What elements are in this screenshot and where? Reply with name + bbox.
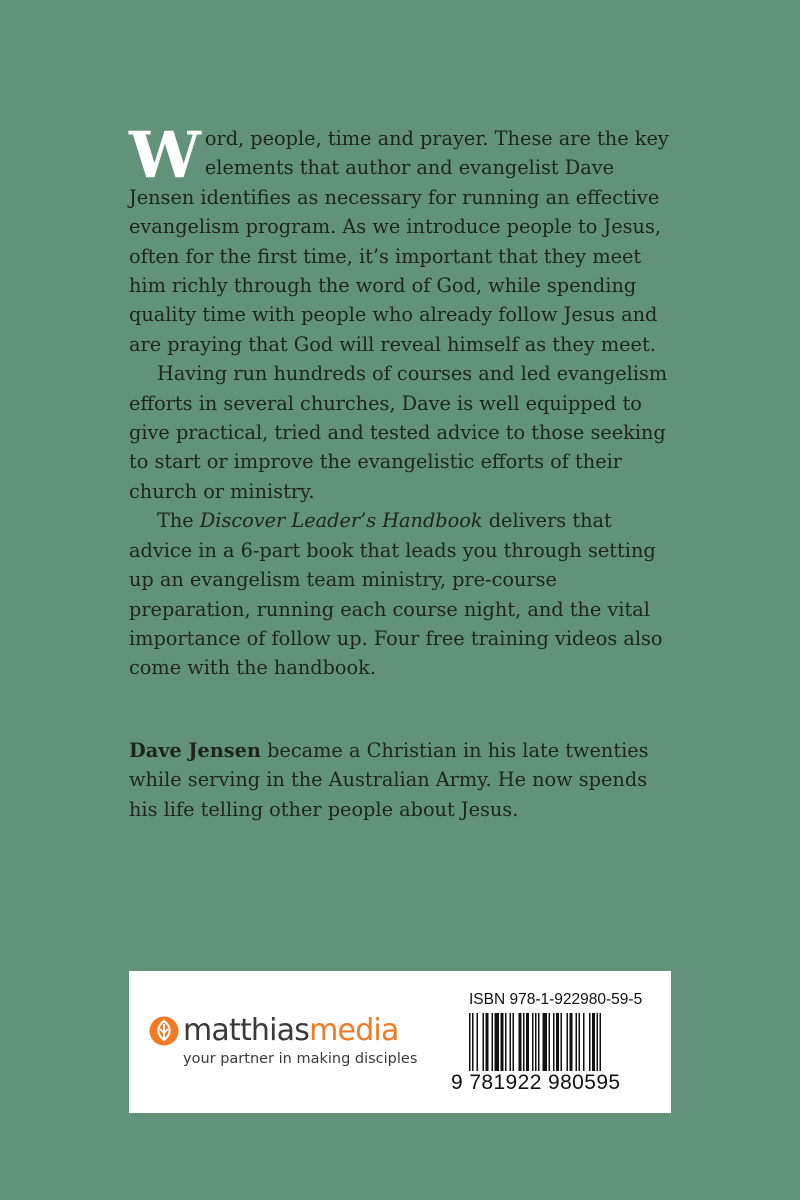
blurb — [129, 118, 674, 683]
blurb-paragraph-2: Having run hundreds of courses and led evangelism efforts in several churches, Dave is well equipped to give practical, tried and tested advice to those seeking to start or improve the evangelistic efforts of their church or ministry. — [129, 362, 668, 503]
barcode-bar — [549, 1013, 551, 1071]
book-title: Discover Leader’s Handbook — [199, 509, 483, 533]
barcode-bar — [477, 1013, 479, 1071]
leaf-logo-icon — [149, 1016, 179, 1046]
barcode-bar — [492, 1013, 494, 1071]
author-bio-text: became a Christian in his late twenties while serving in the Australian Army. He now spends his life telling other people about Jesus. — [129, 739, 649, 821]
barcode-bar — [486, 1013, 489, 1071]
wordmark-part-1: matthias — [183, 1013, 310, 1048]
blurb-paragraph-1 — [129, 118, 674, 359]
barcode-bar — [589, 1013, 591, 1071]
barcode-bar — [592, 1013, 595, 1071]
barcode-bar — [538, 1013, 540, 1071]
barcode-bar — [505, 1013, 507, 1071]
author-name: Dave Jensen — [129, 739, 261, 762]
barcode-bar — [501, 1013, 504, 1071]
blurb-paragraph-1-text: ord, people, time and prayer. These are the key elements that author and evangelist Dave Jensen identifies as necessary for running an effective evangelism program. As we introduce people to Jesus, often for the first time, it’s important that they meet him richly through the word of God, while spending quality time with people who already follow Jesus and are praying that God will reveal himself as they meet. — [129, 127, 669, 356]
barcode-bar — [495, 1013, 500, 1071]
publisher-logo — [149, 1014, 399, 1048]
publisher-tagline: your partner in making disciples — [183, 1051, 418, 1067]
barcode-bar — [535, 1013, 537, 1071]
barcode-bar — [513, 1013, 515, 1071]
barcode-bar — [510, 1013, 512, 1071]
barcode-bar — [576, 1013, 578, 1071]
drop-cap: W — [129, 118, 201, 193]
barcode-digits: 9 781922 980595 — [451, 1071, 621, 1094]
barcode-bar — [570, 1013, 573, 1071]
barcode-bar — [523, 1013, 525, 1071]
barcode-bar — [579, 1013, 581, 1071]
barcode-bar — [553, 1013, 555, 1071]
wordmark-part-2: media — [309, 1013, 399, 1048]
barcode-bar — [556, 1013, 559, 1071]
author-bio — [129, 736, 674, 824]
barcode-bar — [526, 1013, 529, 1071]
publisher-panel — [129, 971, 671, 1113]
blurb-paragraph-3 — [129, 506, 674, 682]
barcode-bar — [483, 1013, 485, 1071]
barcode — [469, 1013, 644, 1071]
barcode-bar — [469, 1013, 471, 1071]
barcode-bar — [519, 1013, 522, 1071]
barcode-bar — [583, 1013, 585, 1071]
blurb-paragraph-3-text: delivers that advice in a 6-part book that leads you through setting up an evangelism team ministry, pre-course preparation, running each course night, and the vital importance of follow up. Four free training videos also come with the handbook. — [129, 509, 663, 680]
barcode-bar — [567, 1013, 569, 1071]
isbn-label: ISBN 978-1-922980-59-5 — [469, 991, 643, 1008]
barcode-bar — [561, 1013, 563, 1071]
barcode-bar — [600, 1013, 602, 1071]
barcode-bar — [472, 1013, 474, 1071]
barcode-bar — [597, 1013, 599, 1071]
blurb-paragraph-3-lead: The — [157, 509, 200, 533]
barcode-bar — [543, 1013, 548, 1071]
publisher-wordmark — [183, 1014, 399, 1048]
barcode-bar — [532, 1013, 534, 1071]
